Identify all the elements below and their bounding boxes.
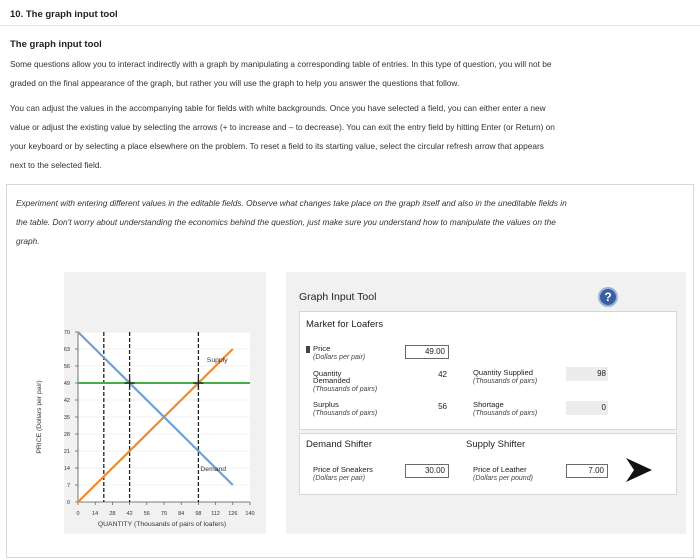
instructions-paragraph <box>10 99 672 175</box>
instructions-line: value or adjust the existing value by selecting the arrows (+ to increase and – to decrease). You can exit the entry field by hitting Enter (or Return) on <box>10 122 555 132</box>
y-tick-label: 21 <box>63 449 70 455</box>
experiment-instructions <box>16 194 676 251</box>
x-tick-label: 84 <box>178 511 185 517</box>
experiment-line: the table. Don't worry about understanding the economics behind the question, just make sure you understand how to manipulate the values on the <box>16 217 556 227</box>
instructions-line: next to the selected field. <box>10 160 102 170</box>
help-button[interactable]: ? <box>598 287 618 307</box>
x-axis-label: QUANTITY (Thousands of pairs of loafers) <box>97 521 227 528</box>
y-tick-label: 56 <box>63 364 70 370</box>
title-divider <box>0 25 700 26</box>
qs-value: 98 <box>566 367 608 381</box>
shortage-label: Shortage <box>473 400 504 409</box>
leather-price-input[interactable]: 7.00 <box>566 464 608 478</box>
surplus-label: Surplus <box>313 400 339 409</box>
intro-line: Some questions allow you to interact indirectly with a graph by manipulating a corresponding table of entries. In this type of question, you will not be <box>10 59 552 69</box>
qs-label: Quantity Supplied <box>473 368 533 377</box>
x-tick-label: 0 <box>76 511 80 517</box>
y-tick-label: 63 <box>63 347 70 353</box>
qd-label: Demanded <box>313 376 351 385</box>
qs-unit: (Thousands of pairs) <box>473 378 538 385</box>
y-tick-label: 0 <box>66 500 70 506</box>
leather-unit: (Dollars per pound) <box>473 475 533 482</box>
supply-label: Supply <box>206 357 228 364</box>
x-tick-label: 126 <box>228 511 238 517</box>
x-tick-label: 140 <box>245 511 255 517</box>
demand-shifter-title: Demand Shifter <box>306 439 373 450</box>
supply-demand-graph[interactable] <box>30 320 270 535</box>
y-tick-label: 35 <box>63 415 70 421</box>
price-bullet <box>306 346 310 353</box>
surplus-value: 56 <box>438 402 447 411</box>
price-input[interactable]: 49.00 <box>405 345 449 359</box>
price-label: Price <box>313 344 331 353</box>
section-title: The graph input tool <box>10 39 102 50</box>
experiment-line: graph. <box>16 236 40 246</box>
qd-value: 42 <box>438 370 447 379</box>
market-title: Market for Loafers <box>306 319 384 330</box>
y-axis-label: PRICE (Dollars per pair) <box>36 380 43 454</box>
cursor-arrow-icon <box>622 456 656 486</box>
x-tick-label: 112 <box>211 511 220 517</box>
x-tick-label: 56 <box>143 511 150 517</box>
leather-label: Price of Leather <box>473 465 527 474</box>
sneakers-price-input[interactable]: 30.00 <box>405 464 449 478</box>
y-tick-label: 70 <box>63 330 70 336</box>
intro-line: graded on the final appearance of the graph, but rather you will use the graph to help you answer the questions that follow. <box>10 78 460 88</box>
y-tick-label: 49 <box>63 381 70 387</box>
price-unit: (Dollars per pair) <box>313 354 366 361</box>
sneakers-unit: (Dollars per pair) <box>313 475 366 482</box>
demand-label: Demand <box>200 466 227 473</box>
x-tick-label: 42 <box>126 511 133 517</box>
qd-unit: (Thousands of pairs) <box>313 386 378 393</box>
x-tick-label: 14 <box>92 511 99 517</box>
tool-title: Graph Input Tool <box>299 291 377 303</box>
question-title: 10. The graph input tool <box>10 9 118 20</box>
y-tick-label: 14 <box>63 466 70 472</box>
supply-shifter-title: Supply Shifter <box>466 439 526 450</box>
instructions-line: You can adjust the values in the accompanying table for fields with white backgrounds. Once you have selected a field, you can either enter a new <box>10 103 546 113</box>
shortage-unit: (Thousands of pairs) <box>473 410 538 417</box>
surplus-unit: (Thousands of pairs) <box>313 410 378 417</box>
x-tick-label: 98 <box>195 511 202 517</box>
qd-label: Quantity <box>313 369 342 378</box>
y-tick-label: 42 <box>63 398 70 404</box>
x-tick-label: 70 <box>160 511 168 517</box>
y-tick-label: 28 <box>63 432 70 438</box>
intro-paragraph <box>10 55 672 93</box>
shortage-value: 0 <box>566 401 608 415</box>
instructions-line: your keyboard or by selecting a place elsewhere on the problem. To reset a field to its starting value, select the circular refresh arrow that appears <box>10 141 544 151</box>
y-tick-label: 7 <box>66 483 70 489</box>
experiment-line: Experiment with entering different values in the editable fields. Observe what changes take place on the graph itself and also in the uneditable fields in <box>16 198 567 208</box>
sneakers-label: Price of Sneakers <box>313 465 373 474</box>
x-tick-label: 28 <box>109 511 116 517</box>
